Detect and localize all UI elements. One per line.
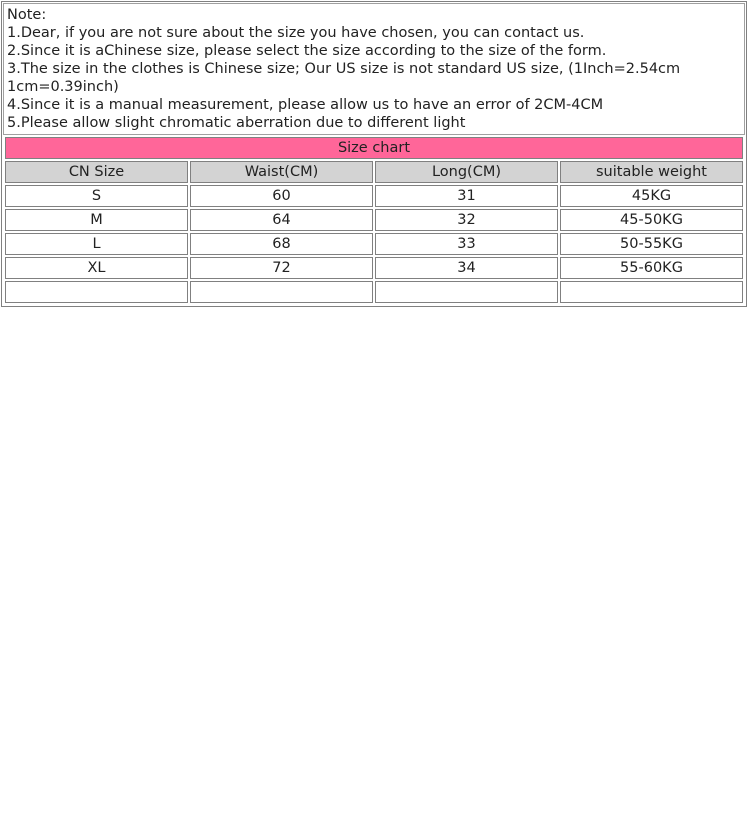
notes-box [3,3,745,135]
cell-weight: 45-50KG [560,209,743,231]
size-chart-title: Size chart [5,137,743,159]
cell-weight: 45KG [560,185,743,207]
header-long: Long(CM) [375,161,558,183]
cell-long: 33 [375,233,558,255]
empty-cell [5,281,188,303]
note-line-4: 4.Since it is a manual measurement, please allow us to have an error of 2CM-4CM [7,97,604,113]
header-waist: Waist(CM) [190,161,373,183]
cell-long: 34 [375,257,558,279]
cell-waist: 68 [190,233,373,255]
cell-long: 32 [375,209,558,231]
note-line-1: 1.Dear, if you are not sure about the size you have chosen, you can contact us. [7,25,585,41]
table-row-empty [5,281,743,303]
size-chart-header-row [5,161,743,183]
cell-size: S [5,185,188,207]
cell-waist: 72 [190,257,373,279]
table-row [5,209,743,231]
cell-long: 31 [375,185,558,207]
cell-waist: 60 [190,185,373,207]
cell-weight: 50-55KG [560,233,743,255]
notes-heading: Note: [7,7,47,23]
cell-size: M [5,209,188,231]
header-cn-size: CN Size [5,161,188,183]
empty-cell [190,281,373,303]
header-suitable-weight: suitable weight [560,161,743,183]
note-line-3: 3.The size in the clothes is Chinese size; Our US size is not standard US size, (1Inch=2.54cm 1cm=0.39inch) [7,61,681,95]
cell-weight: 55-60KG [560,257,743,279]
note-line-2: 2.Since it is aChinese size, please select the size according to the size of the form. [7,43,607,59]
cell-waist: 64 [190,209,373,231]
note-line-5: 5.Please allow slight chromatic aberration due to different light [7,115,466,131]
cell-size: XL [5,257,188,279]
empty-cell [560,281,743,303]
empty-cell [375,281,558,303]
size-chart-title-row [5,137,743,159]
size-info-frame [1,1,747,307]
cell-size: L [5,233,188,255]
table-row [5,257,743,279]
table-row [5,185,743,207]
table-row [5,233,743,255]
size-chart-table [3,135,745,305]
